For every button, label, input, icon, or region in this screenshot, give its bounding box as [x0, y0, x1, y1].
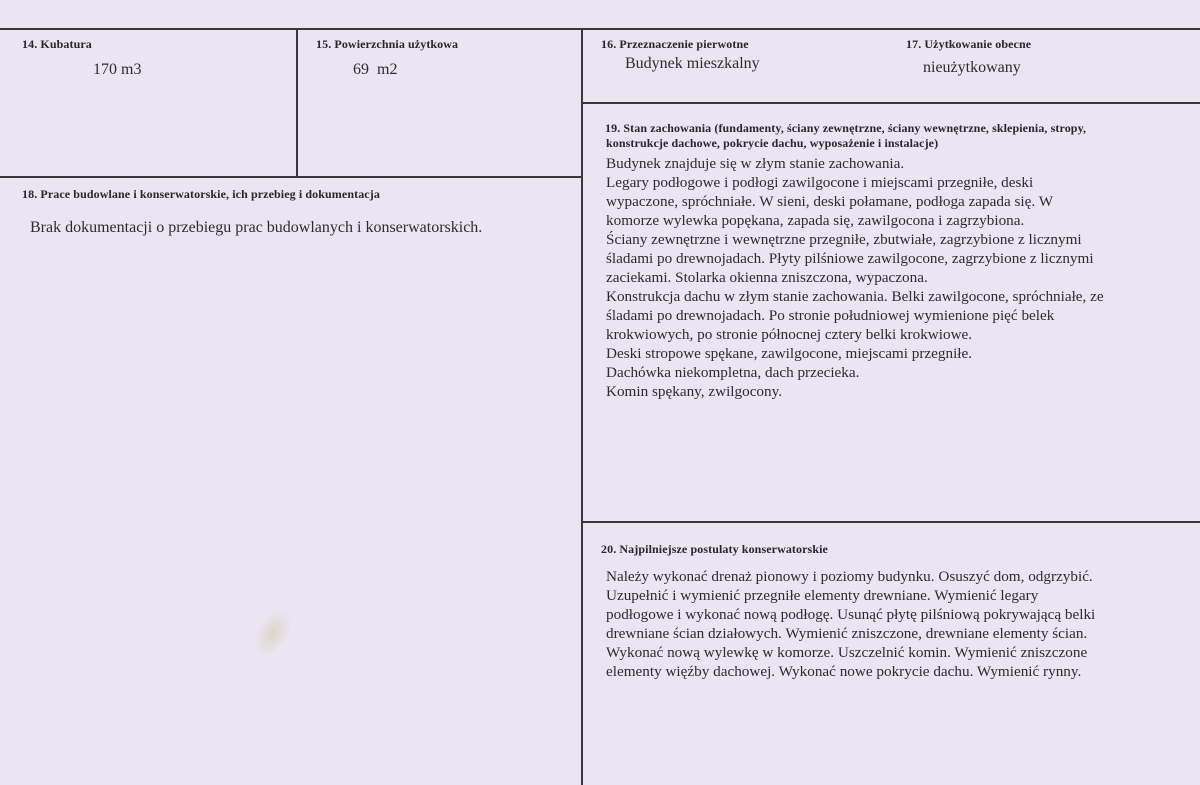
- stan-line: Konstrukcja dachu w złym stanie zachowania. Belki zawilgocone, spróchniałe, ze: [606, 288, 1104, 305]
- postulaty-line: drewniane ścian działowych. Wymienić zniszczone, drewniane elementy ścian.: [606, 625, 1088, 642]
- stan-label-line: konstrukcje dachowe, pokrycie dachu, wyposażenie i instalacje): [606, 136, 939, 150]
- stan-label: [605, 121, 1086, 151]
- uzytkowanie-label: 17. Użytkowanie obecne: [906, 37, 1032, 51]
- uzytkowanie-value: nieużytkowany: [923, 59, 1021, 76]
- przeznaczenie-value: Budynek mieszkalny: [625, 55, 760, 72]
- stan-line: śladami po drewnojadach. Po stronie południowej wymienione pięć belek: [606, 307, 1055, 324]
- stan-label-line: 19. Stan zachowania (fundamenty, ściany zewnętrzne, ściany wewnętrzne, sklepienia, stropy,: [605, 121, 1087, 135]
- przeznaczenie-label: 16. Przeznaczenie pierwotne: [601, 37, 749, 51]
- paper-stain: [248, 604, 299, 662]
- kubatura-value: 170 m3: [93, 61, 142, 78]
- postulaty-line: podłogowe i wykonać nową podłogę. Usunąć płytę pilśniową pokrywającą belki: [606, 606, 1096, 623]
- prace-label: 18. Prace budowlane i konserwatorskie, ich przebieg i dokumentacja: [22, 187, 380, 201]
- prace-value: Brak dokumentacji o przebiegu prac budowlanych i konserwatorskich.: [30, 219, 483, 236]
- postulaty-line: Uzupełnić i wymienić przegniłe elementy drewniane. Wymienić legary: [606, 587, 1039, 604]
- stan-line: Komin spękany, zwilgocony.: [606, 383, 783, 400]
- stan-line: Dachówka niekompletna, dach przecieka.: [606, 364, 860, 381]
- divider-14-15: [296, 28, 298, 177]
- stan-line: Ściany zewnętrzne i wewnętrzne przegniłe, zbutwiałe, zagrzybione z licznymi: [606, 231, 1082, 248]
- stan-text: [606, 154, 1104, 401]
- stan-line: Legary podłogowe i podłogi zawilgocone i miejscami przegniłe, deski: [606, 174, 1034, 191]
- divider-16-19: [583, 102, 1200, 104]
- postulaty-line: elementy więźby dachowej. Wykonać nowe pokrycie dachu. Wymienić rynny.: [606, 663, 1082, 680]
- stan-line: Budynek znajduje się w złym stanie zachowania.: [606, 155, 905, 172]
- powierzchnia-label: 15. Powierzchnia użytkowa: [316, 37, 459, 51]
- center-divider: [581, 28, 583, 785]
- stan-line: komorze wylewka popękana, zapada się, zawilgocona i zagrzybiona.: [606, 212, 1025, 229]
- stan-line: zaciekami. Stolarka okienna zniszczona, wypaczona.: [606, 269, 928, 286]
- postulaty-line: Należy wykonać drenaż pionowy i poziomy budynku. Osuszyć dom, odgrzybić.: [606, 568, 1093, 585]
- kubatura-label: 14. Kubatura: [22, 37, 92, 51]
- stan-line: Deski stropowe spękane, zawilgocone, miejscami przegniłe.: [606, 345, 973, 362]
- powierzchnia-value: 69 m2: [353, 61, 398, 78]
- postulaty-label: 20. Najpilniejsze postulaty konserwatorskie: [601, 542, 828, 556]
- divider-19-20: [583, 521, 1200, 523]
- postulaty-text: [606, 567, 1095, 681]
- stan-line: śladami po drewnojadach. Płyty pilśniowe zawilgocone, zagrzybione z licznymi: [606, 250, 1094, 267]
- divider-left-row: [0, 176, 583, 178]
- top-border: [0, 28, 1200, 30]
- postulaty-line: Wykonać nową wylewkę w komorze. Uszczelnić komin. Wymienić zniszczone: [606, 644, 1088, 661]
- stan-line: krokwiowych, po stronie północnej cztery belki krokwiowe.: [606, 326, 973, 343]
- stan-line: wypaczone, spróchniałe. W sieni, deski połamane, podłoga zapada się. W: [606, 193, 1054, 210]
